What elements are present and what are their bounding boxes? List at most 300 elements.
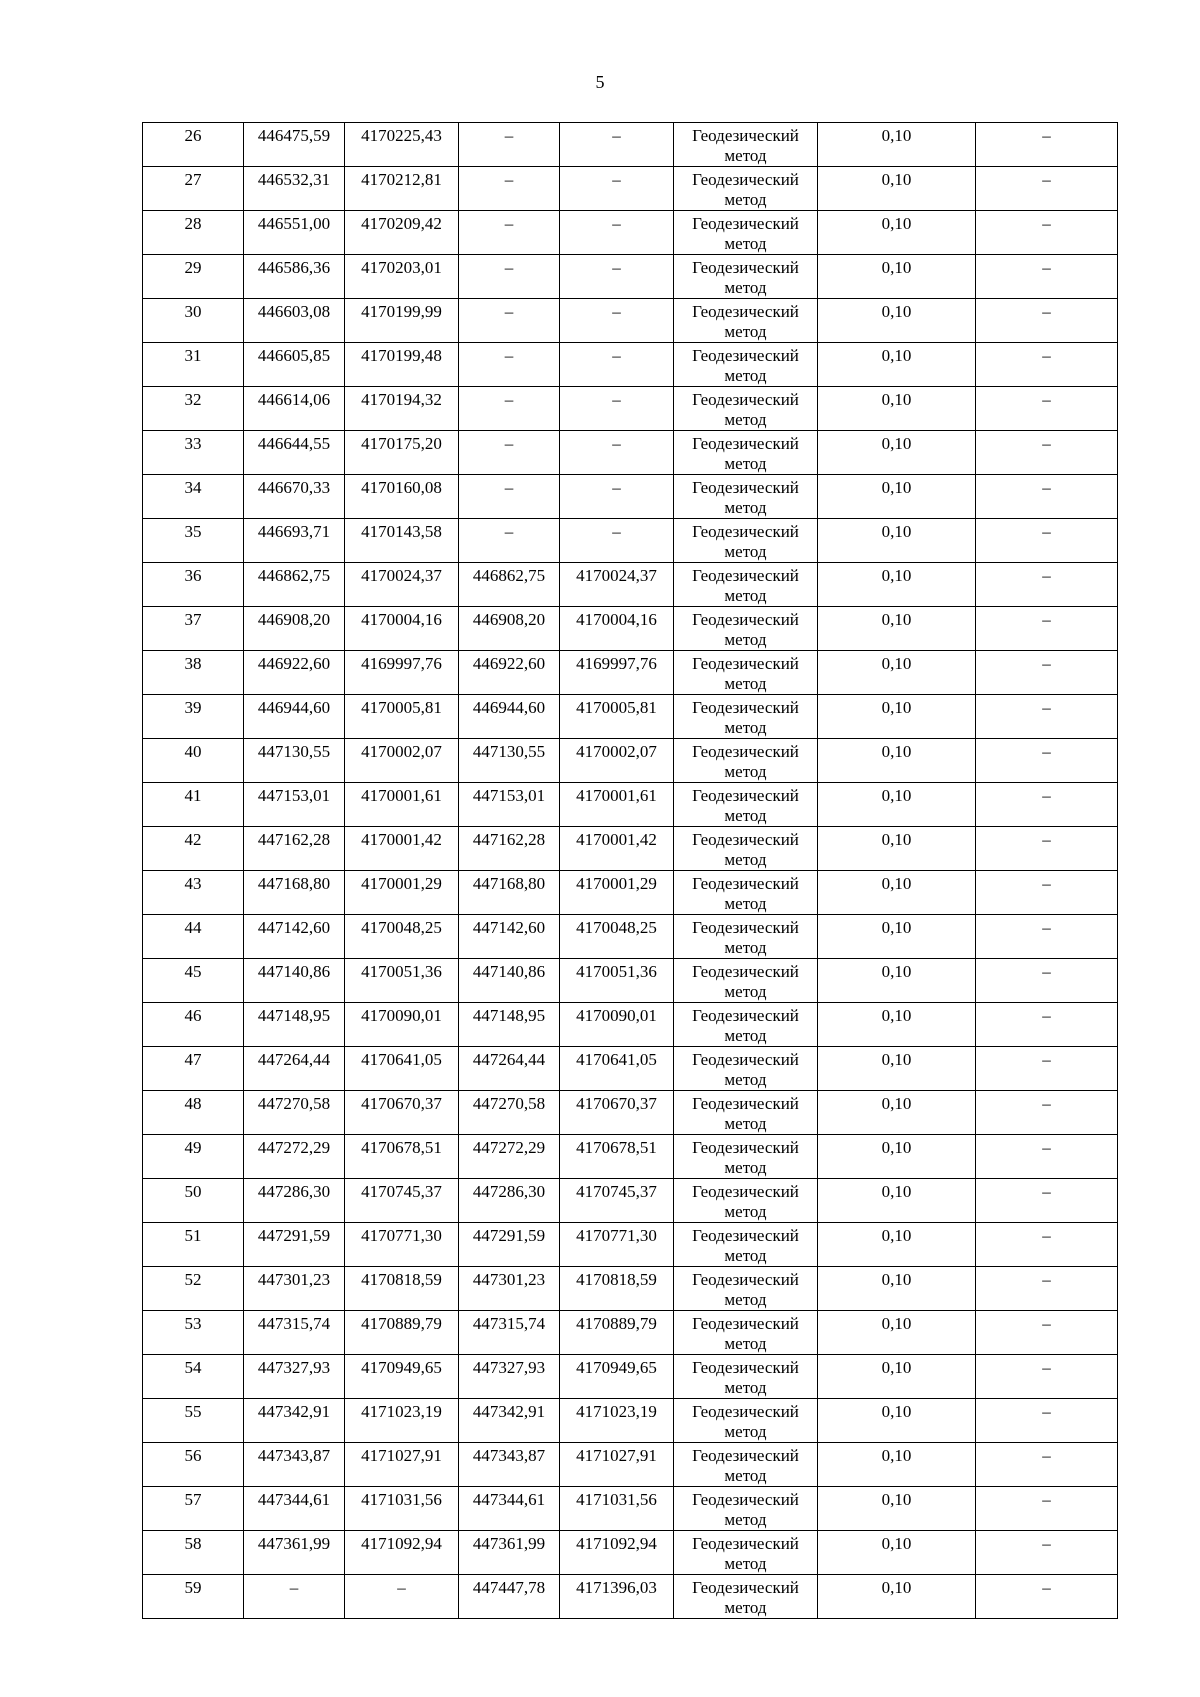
existing-y-cell: 4170949,65 [345,1355,459,1399]
note-cell: – [976,123,1118,167]
accuracy-cell: 0,10 [818,607,976,651]
new-y-cell: 4171031,56 [560,1487,674,1531]
existing-y-cell: 4170199,99 [345,299,459,343]
note-cell: – [976,1443,1118,1487]
existing-y-cell: 4170678,51 [345,1135,459,1179]
method-line-2: метод [724,1246,767,1265]
note-cell: – [976,387,1118,431]
new-x-cell: 447142,60 [459,915,560,959]
point-number-cell: 32 [143,387,244,431]
note-cell: – [976,211,1118,255]
accuracy-cell: 0,10 [818,343,976,387]
new-x-cell: – [459,519,560,563]
method-line-2: метод [724,850,767,869]
new-y-cell: – [560,431,674,475]
table-row [143,1091,1118,1135]
new-y-cell: 4170001,42 [560,827,674,871]
method-line-1: Геодезический [692,1094,799,1113]
new-x-cell: 447168,80 [459,871,560,915]
new-x-cell: 447130,55 [459,739,560,783]
existing-x-cell: 446670,33 [244,475,345,519]
table-row [143,519,1118,563]
method-line-1: Геодезический [692,1182,799,1201]
note-cell: – [976,167,1118,211]
table-row [143,1355,1118,1399]
method-line-2: метод [724,498,767,517]
method-cell [674,1179,818,1223]
accuracy-cell: 0,10 [818,123,976,167]
method-line-2: метод [724,542,767,561]
point-number-cell: 51 [143,1223,244,1267]
new-y-cell: 4170818,59 [560,1267,674,1311]
existing-y-cell: 4171027,91 [345,1443,459,1487]
new-x-cell: – [459,167,560,211]
accuracy-cell: 0,10 [818,1575,976,1619]
new-x-cell: 446908,20 [459,607,560,651]
method-line-1: Геодезический [692,258,799,277]
method-line-1: Геодезический [692,302,799,321]
table-row [143,739,1118,783]
accuracy-cell: 0,10 [818,563,976,607]
new-y-cell: 4171396,03 [560,1575,674,1619]
method-line-1: Геодезический [692,874,799,893]
new-x-cell: 447148,95 [459,1003,560,1047]
existing-x-cell: 446603,08 [244,299,345,343]
table-row [143,563,1118,607]
point-number-cell: 39 [143,695,244,739]
method-line-2: метод [724,1378,767,1397]
accuracy-cell: 0,10 [818,1399,976,1443]
existing-y-cell: 4170001,42 [345,827,459,871]
method-cell [674,783,818,827]
method-cell [674,1575,818,1619]
new-y-cell: 4170048,25 [560,915,674,959]
new-y-cell: 4169997,76 [560,651,674,695]
method-line-2: метод [724,1466,767,1485]
new-y-cell: – [560,519,674,563]
point-number-cell: 55 [143,1399,244,1443]
coordinates-table [142,122,1118,1619]
existing-x-cell: 447327,93 [244,1355,345,1399]
existing-x-cell: 446908,20 [244,607,345,651]
method-line-1: Геодезический [692,698,799,717]
method-cell [674,563,818,607]
note-cell: – [976,299,1118,343]
note-cell: – [976,1267,1118,1311]
method-cell [674,1267,818,1311]
new-y-cell: 4170745,37 [560,1179,674,1223]
method-line-2: метод [724,1070,767,1089]
method-cell [674,387,818,431]
method-line-2: метод [724,1026,767,1045]
point-number-cell: 44 [143,915,244,959]
point-number-cell: 43 [143,871,244,915]
existing-y-cell: 4169997,76 [345,651,459,695]
existing-x-cell: 446862,75 [244,563,345,607]
method-cell [674,871,818,915]
new-y-cell: 4170949,65 [560,1355,674,1399]
accuracy-cell: 0,10 [818,1223,976,1267]
new-y-cell: 4170024,37 [560,563,674,607]
existing-x-cell: 447168,80 [244,871,345,915]
method-line-1: Геодезический [692,1270,799,1289]
table-row [143,1267,1118,1311]
note-cell: – [976,1487,1118,1531]
new-x-cell: 447315,74 [459,1311,560,1355]
table-row [143,1179,1118,1223]
method-line-2: метод [724,718,767,737]
method-line-1: Геодезический [692,214,799,233]
new-y-cell: 4170670,37 [560,1091,674,1135]
existing-y-cell: 4170818,59 [345,1267,459,1311]
method-cell [674,695,818,739]
method-line-2: метод [724,938,767,957]
existing-x-cell: 446475,59 [244,123,345,167]
new-y-cell: – [560,123,674,167]
point-number-cell: 26 [143,123,244,167]
new-y-cell: 4170002,07 [560,739,674,783]
note-cell: – [976,475,1118,519]
point-number-cell: 27 [143,167,244,211]
new-y-cell: 4170641,05 [560,1047,674,1091]
method-line-2: метод [724,982,767,1001]
new-y-cell: – [560,211,674,255]
accuracy-cell: 0,10 [818,1047,976,1091]
note-cell: – [976,343,1118,387]
table-row [143,123,1118,167]
note-cell: – [976,959,1118,1003]
note-cell: – [976,695,1118,739]
accuracy-cell: 0,10 [818,1531,976,1575]
method-line-2: метод [724,586,767,605]
method-line-1: Геодезический [692,1578,799,1597]
note-cell: – [976,651,1118,695]
new-x-cell: 447140,86 [459,959,560,1003]
table-row [143,1399,1118,1443]
new-y-cell: 4170771,30 [560,1223,674,1267]
new-x-cell: 447361,99 [459,1531,560,1575]
existing-y-cell: 4170004,16 [345,607,459,651]
method-line-2: метод [724,146,767,165]
method-cell [674,827,818,871]
method-line-2: метод [724,630,767,649]
note-cell: – [976,1311,1118,1355]
existing-y-cell: 4170051,36 [345,959,459,1003]
existing-x-cell: 446693,71 [244,519,345,563]
method-cell [674,1091,818,1135]
accuracy-cell: 0,10 [818,387,976,431]
new-x-cell: 446944,60 [459,695,560,739]
existing-x-cell: 447153,01 [244,783,345,827]
point-number-cell: 53 [143,1311,244,1355]
method-cell [674,343,818,387]
new-y-cell: 4170889,79 [560,1311,674,1355]
new-x-cell: 447343,87 [459,1443,560,1487]
note-cell: – [976,1223,1118,1267]
existing-y-cell: 4170194,32 [345,387,459,431]
existing-y-cell: 4170889,79 [345,1311,459,1355]
existing-y-cell: 4170160,08 [345,475,459,519]
method-cell [674,1003,818,1047]
point-number-cell: 28 [143,211,244,255]
existing-y-cell: 4170175,20 [345,431,459,475]
note-cell: – [976,1355,1118,1399]
point-number-cell: 59 [143,1575,244,1619]
table-row [143,431,1118,475]
method-line-1: Геодезический [692,918,799,937]
accuracy-cell: 0,10 [818,1003,976,1047]
note-cell: – [976,827,1118,871]
method-line-2: метод [724,278,767,297]
method-cell [674,1047,818,1091]
method-line-2: метод [724,894,767,913]
existing-x-cell: 447343,87 [244,1443,345,1487]
existing-y-cell: 4170090,01 [345,1003,459,1047]
method-cell [674,475,818,519]
table-row [143,783,1118,827]
method-line-1: Геодезический [692,1358,799,1377]
point-number-cell: 58 [143,1531,244,1575]
new-y-cell: 4170004,16 [560,607,674,651]
new-x-cell: 447447,78 [459,1575,560,1619]
table-row [143,1223,1118,1267]
existing-x-cell: 446922,60 [244,651,345,695]
note-cell: – [976,783,1118,827]
method-line-1: Геодезический [692,434,799,453]
note-cell: – [976,915,1118,959]
accuracy-cell: 0,10 [818,871,976,915]
method-line-2: метод [724,806,767,825]
existing-x-cell: 447342,91 [244,1399,345,1443]
existing-x-cell: 447148,95 [244,1003,345,1047]
new-x-cell: 447286,30 [459,1179,560,1223]
new-y-cell: 4171092,94 [560,1531,674,1575]
existing-y-cell: 4170002,07 [345,739,459,783]
note-cell: – [976,1135,1118,1179]
method-line-1: Геодезический [692,1050,799,1069]
table-row [143,1311,1118,1355]
method-cell [674,167,818,211]
point-number-cell: 33 [143,431,244,475]
method-line-1: Геодезический [692,346,799,365]
method-line-2: метод [724,1334,767,1353]
table-row [143,695,1118,739]
point-number-cell: 57 [143,1487,244,1531]
note-cell: – [976,563,1118,607]
new-x-cell: – [459,255,560,299]
existing-y-cell: 4170225,43 [345,123,459,167]
note-cell: – [976,1179,1118,1223]
method-line-1: Геодезический [692,390,799,409]
table-row [143,1443,1118,1487]
note-cell: – [976,607,1118,651]
method-line-1: Геодезический [692,786,799,805]
note-cell: – [976,1531,1118,1575]
point-number-cell: 48 [143,1091,244,1135]
existing-y-cell: 4170771,30 [345,1223,459,1267]
table-row [143,167,1118,211]
new-x-cell: 447270,58 [459,1091,560,1135]
method-line-1: Геодезический [692,1314,799,1333]
existing-x-cell: 447315,74 [244,1311,345,1355]
page-number: 5 [595,72,605,92]
existing-x-cell: 447286,30 [244,1179,345,1223]
method-line-1: Геодезический [692,1138,799,1157]
existing-x-cell: – [244,1575,345,1619]
new-x-cell: 447291,59 [459,1223,560,1267]
method-line-2: метод [724,454,767,473]
method-line-2: метод [724,410,767,429]
existing-x-cell: 447264,44 [244,1047,345,1091]
point-number-cell: 35 [143,519,244,563]
method-line-2: метод [724,1422,767,1441]
existing-y-cell: 4170001,29 [345,871,459,915]
method-cell [674,123,818,167]
new-x-cell: 447344,61 [459,1487,560,1531]
method-cell [674,1355,818,1399]
method-line-1: Геодезический [692,610,799,629]
point-number-cell: 56 [143,1443,244,1487]
accuracy-cell: 0,10 [818,695,976,739]
new-y-cell: 4170090,01 [560,1003,674,1047]
new-y-cell: 4171023,19 [560,1399,674,1443]
existing-y-cell: 4170199,48 [345,343,459,387]
method-line-2: метод [724,1598,767,1617]
method-cell [674,1487,818,1531]
table-row [143,1135,1118,1179]
new-y-cell: 4171027,91 [560,1443,674,1487]
method-line-2: метод [724,1202,767,1221]
method-cell [674,1311,818,1355]
accuracy-cell: 0,10 [818,431,976,475]
accuracy-cell: 0,10 [818,1135,976,1179]
table-row [143,343,1118,387]
point-number-cell: 29 [143,255,244,299]
existing-x-cell: 446644,55 [244,431,345,475]
existing-y-cell: 4170212,81 [345,167,459,211]
accuracy-cell: 0,10 [818,827,976,871]
method-line-1: Геодезический [692,478,799,497]
point-number-cell: 52 [143,1267,244,1311]
method-line-2: метод [724,1554,767,1573]
method-line-1: Геодезический [692,1446,799,1465]
new-x-cell: 447272,29 [459,1135,560,1179]
table-row [143,871,1118,915]
note-cell: – [976,739,1118,783]
existing-x-cell: 447361,99 [244,1531,345,1575]
existing-x-cell: 446586,36 [244,255,345,299]
point-number-cell: 40 [143,739,244,783]
method-line-1: Геодезический [692,830,799,849]
method-cell [674,1443,818,1487]
table-row [143,475,1118,519]
table-row [143,387,1118,431]
method-line-2: метод [724,674,767,693]
accuracy-cell: 0,10 [818,475,976,519]
method-cell [674,1531,818,1575]
point-number-cell: 54 [143,1355,244,1399]
method-line-2: метод [724,234,767,253]
point-number-cell: 36 [143,563,244,607]
new-x-cell: – [459,475,560,519]
new-y-cell: – [560,387,674,431]
table-row [143,1531,1118,1575]
new-x-cell: 447301,23 [459,1267,560,1311]
table-row [143,1003,1118,1047]
existing-x-cell: 447270,58 [244,1091,345,1135]
method-cell [674,651,818,695]
accuracy-cell: 0,10 [818,1443,976,1487]
new-x-cell: 447264,44 [459,1047,560,1091]
new-y-cell: 4170001,29 [560,871,674,915]
method-line-2: метод [724,322,767,341]
note-cell: – [976,1575,1118,1619]
new-x-cell: 446922,60 [459,651,560,695]
new-y-cell: – [560,299,674,343]
method-line-1: Геодезический [692,170,799,189]
table-row [143,915,1118,959]
existing-y-cell: 4170005,81 [345,695,459,739]
point-number-cell: 34 [143,475,244,519]
method-line-2: метод [724,190,767,209]
point-number-cell: 50 [143,1179,244,1223]
note-cell: – [976,431,1118,475]
existing-x-cell: 447344,61 [244,1487,345,1531]
existing-y-cell: 4171023,19 [345,1399,459,1443]
new-y-cell: – [560,343,674,387]
existing-y-cell: 4170670,37 [345,1091,459,1135]
note-cell: – [976,1091,1118,1135]
table-body [143,123,1118,1619]
accuracy-cell: 0,10 [818,519,976,563]
new-x-cell: 447342,91 [459,1399,560,1443]
new-x-cell: – [459,343,560,387]
point-number-cell: 46 [143,1003,244,1047]
method-line-2: метод [724,1510,767,1529]
method-line-1: Геодезический [692,522,799,541]
new-y-cell: 4170678,51 [560,1135,674,1179]
table-row [143,651,1118,695]
method-cell [674,959,818,1003]
point-number-cell: 38 [143,651,244,695]
method-cell [674,431,818,475]
new-x-cell: – [459,387,560,431]
method-line-2: метод [724,762,767,781]
method-cell [674,299,818,343]
method-line-1: Геодезический [692,1226,799,1245]
existing-x-cell: 446532,31 [244,167,345,211]
note-cell: – [976,1047,1118,1091]
existing-y-cell: 4170024,37 [345,563,459,607]
method-line-1: Геодезический [692,126,799,145]
existing-x-cell: 447272,29 [244,1135,345,1179]
point-number-cell: 45 [143,959,244,1003]
new-y-cell: – [560,255,674,299]
method-cell [674,519,818,563]
point-number-cell: 41 [143,783,244,827]
method-line-1: Геодезический [692,566,799,585]
existing-y-cell: 4171031,56 [345,1487,459,1531]
new-x-cell: 447153,01 [459,783,560,827]
method-line-2: метод [724,1158,767,1177]
new-x-cell: 447162,28 [459,827,560,871]
method-cell [674,211,818,255]
accuracy-cell: 0,10 [818,651,976,695]
existing-x-cell: 447291,59 [244,1223,345,1267]
existing-x-cell: 446614,06 [244,387,345,431]
accuracy-cell: 0,10 [818,299,976,343]
method-line-1: Геодезический [692,742,799,761]
